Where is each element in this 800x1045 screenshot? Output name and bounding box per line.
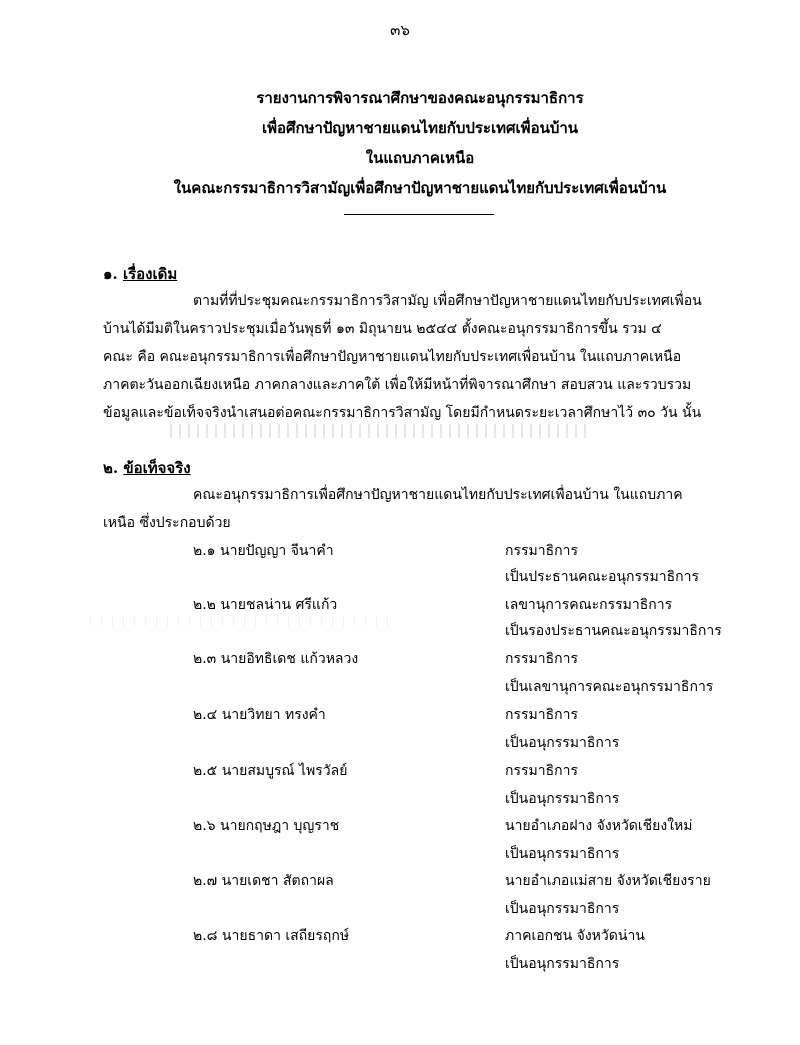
title-line-1: รายงานการพิจารณาศึกษาของคณะอนุกรรมาธิการ xyxy=(256,89,584,107)
member-position: เป็นเลขานุการคณะอนุกรรมาธิการ xyxy=(505,679,714,695)
member-position: เป็นอนุกรรมาธิการ xyxy=(505,791,620,807)
section-1-title: เรื่องเดิม xyxy=(122,265,178,283)
member-position: เป็นอนุกรรมาธิการ xyxy=(505,846,620,862)
section-2-title: ข้อเท็จจริง xyxy=(123,459,191,477)
section-2-heading xyxy=(103,456,191,480)
member-position: เป็นอนุกรรมาธิการ xyxy=(505,956,620,972)
scan-noise xyxy=(170,424,590,438)
title-divider xyxy=(344,214,494,215)
section-1-line-3: คณะ คือ คณะอนุกรรมาธิการเพื่อศึกษาปัญหาชายแดนไทยกับประเทศเพื่อนบ้าน ในแถบภาคเหนือ xyxy=(103,349,682,365)
section-1-line-2: บ้านได้มีมติในคราวประชุมเมื่อวันพุธที่ ๑๓ มิถุนายน ๒๕๔๔ ตั้งคณะอนุกรรมาธิการขึ้น รวม ๔ xyxy=(103,321,662,337)
member-role: ภาคเอกชน จังหวัดน่าน xyxy=(505,928,645,944)
member-position: เป็นอนุกรรมาธิการ xyxy=(505,901,620,917)
member-role: กรรมาธิการ xyxy=(505,543,579,559)
section-1-number: ๑. xyxy=(103,265,118,283)
member-position: เป็นอนุกรรมาธิการ xyxy=(505,735,620,751)
member-role: เลขานุการคณะกรรมาธิการ xyxy=(505,597,673,613)
member-name: ๒.๔ นายวิทยา ทรงคำ xyxy=(193,707,326,723)
member-role: กรรมาธิการ xyxy=(505,707,579,723)
member-name: ๒.๘ นายธาดา เสถียรฤกษ์ xyxy=(193,928,350,944)
section-2-line-2: เหนือ ซึ่งประกอบด้วย xyxy=(103,515,231,531)
member-role: นายอำเภอแม่สาย จังหวัดเชียงราย xyxy=(505,873,711,889)
member-name: ๒.๒ นายชลน่าน ศรีแก้ว xyxy=(193,597,338,613)
member-name: ๒.๓ นายอิทธิเดช แก้วหลวง xyxy=(193,651,359,667)
member-role: นายอำเภอฝาง จังหวัดเชียงใหม่ xyxy=(505,818,693,834)
title-line-3: ในแถบภาคเหนือ xyxy=(365,149,475,167)
section-1-line-5: ข้อมูลและข้อเท็จจริงนำเสนอต่อคณะกรรมาธิการวิสามัญ โดยมีกำหนดระยะเวลาศึกษาไว้ ๓๐ วัน นั้น xyxy=(103,405,702,421)
member-name: ๒.๖ นายกฤษฎา บุญราช xyxy=(193,818,340,834)
member-position: เป็นประธานคณะอนุกรรมาธิการ xyxy=(505,569,700,585)
member-name: ๒.๕ นายสมบูรณ์ ไพรวัลย์ xyxy=(193,763,348,779)
section-2-line-1: คณะอนุกรรมาธิการเพื่อศึกษาปัญหาชายแดนไทยกับประเทศเพื่อนบ้าน ในแถบภาค xyxy=(193,487,683,503)
member-name: ๒.๗ นายเดชา สัตถาผล xyxy=(193,873,334,889)
member-name: ๒.๑ นายปัญญา จีนาคำ xyxy=(193,543,334,559)
section-1-line-1: ตามที่ที่ประชุมคณะกรรมาธิการวิสามัญ เพื่อศึกษาปัญหาชายแดนไทยกับประเทศเพื่อน xyxy=(193,293,702,309)
section-2-number: ๒. xyxy=(103,459,119,477)
scan-noise xyxy=(90,616,390,626)
section-1-heading xyxy=(103,262,177,286)
member-role: กรรมาธิการ xyxy=(505,651,579,667)
title-line-2: เพื่อศึกษาปัญหาชายแดนไทยกับประเทศเพื่อนบ้าน xyxy=(261,119,579,137)
section-1-line-4: ภาคตะวันออกเฉียงเหนือ ภาคกลางและภาคใต้ เพื่อให้มีหน้าที่พิจารณาศึกษา สอบสวน และรวบรวม xyxy=(103,377,692,393)
member-position: เป็นรองประธานคณะอนุกรรมาธิการ xyxy=(505,623,722,639)
title-line-4: ในคณะกรรมาธิการวิสามัญเพื่อศึกษาปัญหาชายแดนไทยกับประเทศเพื่อนบ้าน xyxy=(173,179,667,197)
member-role: กรรมาธิการ xyxy=(505,763,579,779)
page-number: ๓๖ xyxy=(390,21,410,39)
